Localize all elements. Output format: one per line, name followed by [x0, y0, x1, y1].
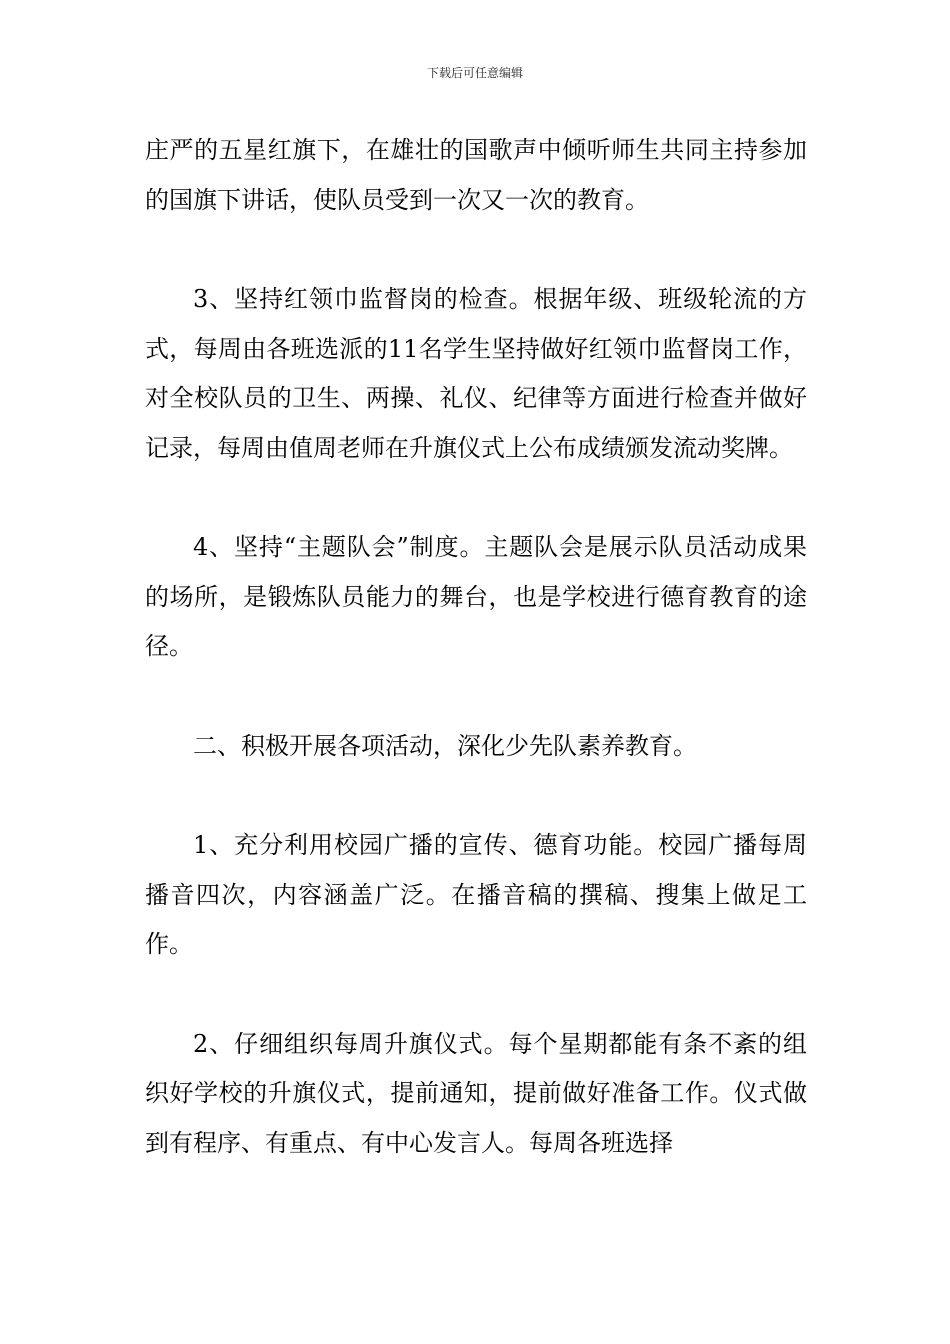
page-header-note: 下载后可任意编辑 [426, 66, 523, 80]
paragraph-gap [145, 771, 807, 821]
paragraph-gap [145, 473, 807, 523]
document-body [145, 126, 807, 1168]
paragraph-flag-ceremony: 2、仔细组织每周升旗仪式。每个星期都能有条不紊的组织好学校的升旗仪式，提前通知，提前做好准备工作。仪式做到有程序、有重点、有中心发言人。每周各班选择 [145, 1029, 807, 1157]
paragraph-gap [145, 970, 807, 1020]
paragraph-red-scarf-supervision: 3、坚持红领巾监督岗的检查。根据年级、班级轮流的方式，每周由各班选派的11名学生坚持做好红领巾监督岗工作，对全校队员的卫生、两操、礼仪、纪律等方面进行检查并做好记录，每周由值周老师在升旗仪式上公布成绩颁发流动奖牌。 [145, 285, 807, 462]
paragraph-theme-meeting: 4、坚持“主题队会”制度。主题队会是展示队员活动成果的场所，是锻炼队员能力的舞台，也是学校进行德育教育的途径。 [145, 533, 807, 660]
paragraph-gap [145, 225, 807, 275]
paragraph-continuation: 庄严的五星红旗下，在雄壮的国歌声中倾听师生共同主持参加的国旗下讲话，使队员受到一次又一次的教育。 [145, 136, 807, 214]
paragraph-campus-broadcast: 1、充分利用校园广播的宣传、德育功能。校园广播每周播音四次，内容涵盖广泛。在播音稿的撰稿、搜集上做足工作。 [145, 831, 807, 958]
section-heading-activities: 二、积极开展各项活动，深化少先队素养教育。 [193, 731, 697, 760]
paragraph-gap [145, 672, 807, 722]
